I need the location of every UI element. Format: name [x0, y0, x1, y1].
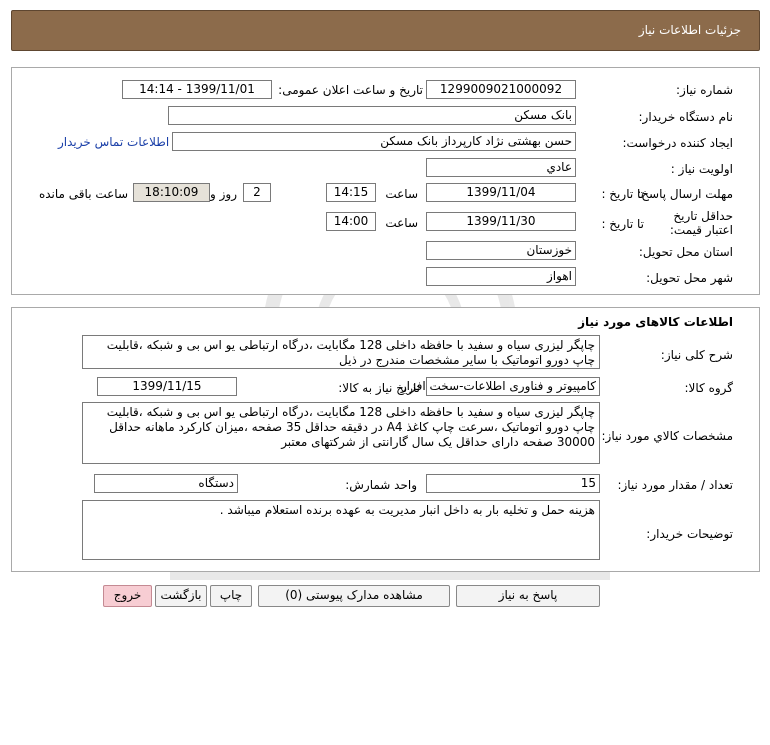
province-label: استان محل تحویل: — [638, 245, 733, 259]
priority-label: اولویت نیاز : — [670, 162, 733, 176]
back-button[interactable]: بازگشت — [155, 585, 207, 607]
validity-time-field: 14:00 — [326, 212, 376, 231]
summary-label: شرح کلی نیاز: — [660, 348, 733, 362]
priority-field: عادي — [426, 158, 576, 177]
validity-hour-label: ساعت — [385, 216, 418, 230]
city-field: اهواز — [426, 267, 576, 286]
quantity-label: تعداد / مقدار مورد نیاز: — [617, 478, 733, 492]
province-field: خوزستان — [426, 241, 576, 260]
unit-label: واحد شمارش: — [345, 478, 417, 492]
quantity-field: 15 — [426, 474, 600, 493]
remaining-days-field: 2 — [243, 183, 271, 202]
buyer-org-label: نام دستگاه خریدار: — [638, 110, 733, 124]
validity-date-field: 1399/11/30 — [426, 212, 576, 231]
need-info-panel — [11, 67, 760, 295]
need-number-label: شماره نیاز: — [676, 83, 733, 97]
exit-button[interactable]: خروج — [103, 585, 152, 607]
announce-date-field: 1399/11/01 - 14:14 — [122, 80, 272, 99]
remaining-time-field: 18:10:09 — [133, 183, 210, 202]
need-date-field: 1399/11/15 — [97, 377, 237, 396]
reply-date-field: 1399/11/04 — [426, 183, 576, 202]
print-button[interactable]: چاپ — [210, 585, 252, 607]
reply-time-field: 14:15 — [326, 183, 376, 202]
remaining-time-label: ساعت باقی مانده — [38, 187, 128, 201]
goods-group-label: گروه کالا: — [684, 381, 733, 395]
price-validity-label: حداقل تاریخ اعتبار قیمت: — [669, 209, 733, 237]
validity-to-date-label: تا تاریخ : — [601, 217, 644, 231]
buyer-org-field: بانک مسکن — [168, 106, 576, 125]
reply-hour-label: ساعت — [385, 187, 418, 201]
days-label: روز و — [210, 187, 237, 201]
summary-field: چاپگر لیزری سیاه و سفید با حافظه داخلی 128 مگابایت ،درگاه ارتباطی یو اس بی و شبکه ،قابلیت چاپ دورو اتوماتیک با سایر مشخصات مندرج در ذیل — [82, 335, 600, 369]
reply-button[interactable]: پاسخ به نیاز — [456, 585, 600, 607]
announce-date-label: تاریخ و ساعت اعلان عمومی: — [278, 83, 423, 97]
requester-field: حسن بهشتی نژاد کارپرداز بانک مسکن — [172, 132, 576, 151]
city-label: شهر محل تحویل: — [646, 271, 733, 285]
reply-to-date-label: تا تاریخ : — [601, 187, 644, 201]
page-header — [11, 10, 760, 51]
page-title: جزئیات اطلاعات نیاز — [638, 23, 741, 37]
need-number-field: 1299009021000092 — [426, 80, 576, 99]
specs-field: چاپگر لیزری سیاه و سفید با حافظه داخلی 128 مگابایت ،درگاه ارتباطی یو اس بی و شبکه ،قابلیت چاپ دورو اتوماتیک ،سرعت چاپ کاغذ A4 در دقیقه حداقل 35 صفحه ،میزان کارکرد ماهانه حداقل 30000 صفحه دارای حداقل یک سال گارانتی از شرکتهای معتبر — [82, 402, 600, 464]
specs-label: مشخصات کالاي مورد نیاز: — [601, 429, 733, 443]
requester-label: ایجاد کننده درخواست: — [622, 136, 733, 150]
view-attachments-button[interactable]: مشاهده مدارک پیوستی (0) — [258, 585, 450, 607]
need-date-label: تاریخ نیاز به کالا: — [338, 381, 420, 395]
buyer-notes-label: توضیحات خریدار: — [646, 527, 733, 541]
goods-group-field: کامپیوتر و فناوری اطلاعات-سخت افزار — [426, 377, 600, 396]
reply-deadline-label: مهلت ارسال پاسخ: — [637, 187, 733, 201]
buyer-notes-field: هزینه حمل و تخلیه بار به داخل انبار مدیریت به عهده برنده استعلام میباشد . — [82, 500, 600, 560]
goods-section-title: اطلاعات کالاهای مورد نیاز — [578, 315, 733, 329]
unit-field: دستگاه — [94, 474, 238, 493]
buyer-contact-link[interactable]: اطلاعات تماس خریدار — [58, 135, 170, 149]
